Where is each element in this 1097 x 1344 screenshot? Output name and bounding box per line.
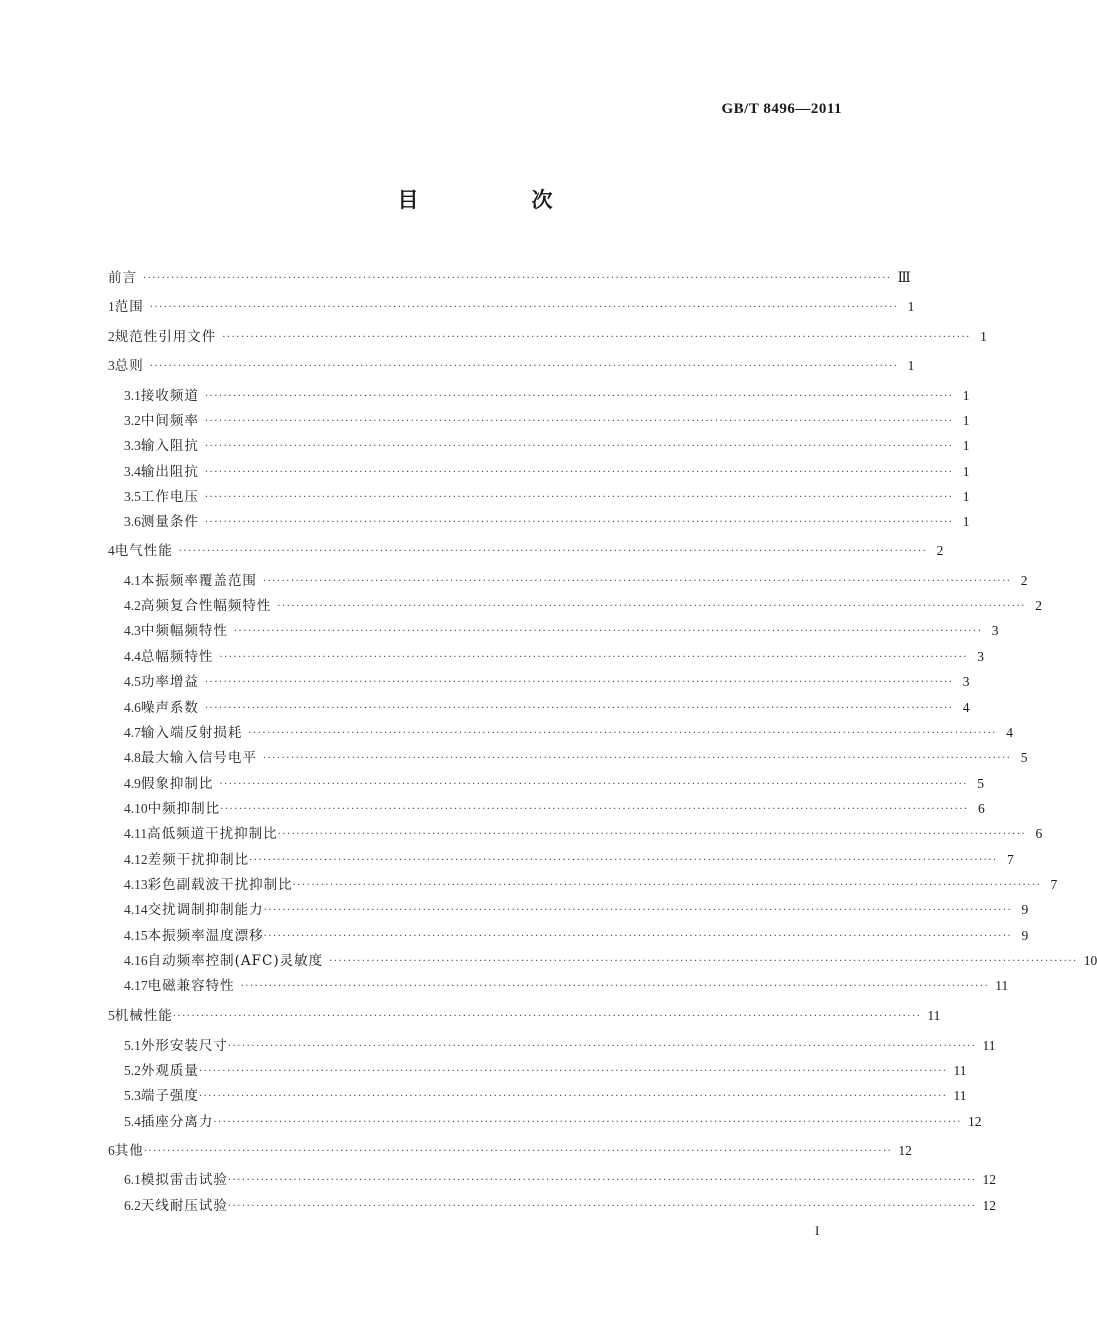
toc-entry-title: 模拟雷击试验 <box>140 1172 228 1188</box>
toc-entry-title: 外观质量 <box>140 1063 199 1079</box>
dot-leader: ································································································································································ <box>204 416 954 427</box>
dot-leader: ································································································································································ <box>198 1091 948 1102</box>
toc-entry-page: 1 <box>962 464 970 479</box>
toc-entry-page: 6 <box>977 801 985 816</box>
toc-entry[interactable] <box>124 1107 982 1131</box>
toc-entry-title: 中间频率 <box>140 413 199 429</box>
dot-leader: ································································································································································ <box>222 332 971 343</box>
toc-entry-number: 4.2 <box>124 598 141 613</box>
toc-entry-title: 差频干扰抑制比 <box>147 852 250 868</box>
toc-entry-page: 12 <box>982 1198 996 1213</box>
toc-entry[interactable] <box>124 946 1097 970</box>
toc-entry-title: 插座分离力 <box>140 1114 214 1130</box>
toc-entry[interactable] <box>124 921 1029 945</box>
toc-entry-page: 10 <box>1083 953 1097 968</box>
toc-entry[interactable] <box>124 431 970 455</box>
dot-leader: ································································································································································ <box>227 1201 977 1212</box>
toc-entry-number: 4.6 <box>124 700 141 715</box>
toc-entry-page: 11 <box>982 1038 996 1053</box>
toc-entry-number: 5.4 <box>124 1114 141 1129</box>
toc-entry-number: 3.4 <box>124 464 141 479</box>
toc-entry[interactable] <box>108 292 915 316</box>
toc-entry[interactable] <box>124 870 1058 894</box>
toc-entry-page: 4 <box>962 700 970 715</box>
toc-entry-page: 1 <box>907 299 915 314</box>
toc-entry[interactable] <box>124 1165 996 1189</box>
toc-entry-number: 5.1 <box>124 1038 141 1053</box>
toc-entry-page: 2 <box>1035 598 1042 613</box>
dot-leader: ································································································································································ <box>219 652 968 663</box>
toc-entry-number: 4.12 <box>124 852 148 867</box>
dot-leader: ································································································································································ <box>277 829 1027 840</box>
dot-leader: ································································································································································ <box>149 302 899 313</box>
page-title: 目 次 <box>397 188 599 212</box>
toc-entry[interactable] <box>124 1031 996 1055</box>
toc-entry-page: 9 <box>1021 902 1029 917</box>
toc-entry[interactable] <box>124 895 1029 919</box>
toc-entry-number: 1 <box>108 299 115 314</box>
toc-entry-number: 4.3 <box>124 623 141 638</box>
toc-entry[interactable] <box>124 381 970 405</box>
toc-entry-number: 3.5 <box>124 489 141 504</box>
toc-entry-page: 11 <box>953 1063 967 1078</box>
toc-entry-title: 输入端反射损耗 <box>140 725 243 741</box>
toc-entry[interactable] <box>124 1056 967 1080</box>
dot-leader: ································································································································································ <box>292 880 1042 891</box>
toc-entry[interactable] <box>124 819 1043 843</box>
toc-entry-page: 11 <box>995 978 1009 993</box>
dot-leader: ································································································································································ <box>178 546 928 557</box>
toc-entry-number: 5.2 <box>124 1063 141 1078</box>
footer-page-number: I <box>815 1223 820 1238</box>
dot-leader: ································································································································································ <box>149 361 899 372</box>
toc-entry-title: 天线耐压试验 <box>140 1198 228 1214</box>
toc-entry-page: 4 <box>1006 725 1013 740</box>
toc-entry-title: 总幅频特性 <box>140 649 214 665</box>
toc-entry-page: 1 <box>962 413 970 428</box>
toc-entry-page: 7 <box>1050 877 1058 892</box>
toc-entry-number: 4.17 <box>124 978 148 993</box>
toc-entry-page: 5 <box>977 776 984 791</box>
toc-entry[interactable] <box>124 482 970 506</box>
toc-entry-number: 2 <box>108 329 115 344</box>
toc-entry[interactable] <box>124 794 985 818</box>
toc-entry-title: 电磁兼容特性 <box>147 978 235 994</box>
toc-entry[interactable] <box>124 693 970 717</box>
toc-entry-page: 3 <box>991 623 999 638</box>
toc-entry-title: 总则 <box>114 358 144 374</box>
toc-entry-page: 1 <box>962 438 970 453</box>
toc-entry-number: 4.7 <box>124 725 141 740</box>
dot-leader: ································································································································································ <box>172 1011 922 1022</box>
toc-entry-title: 输出阻抗 <box>140 464 199 480</box>
toc-entry[interactable] <box>124 971 1009 995</box>
toc-entry[interactable] <box>108 1136 912 1160</box>
toc-entry-page: 1 <box>962 514 970 529</box>
toc-entry-page: 12 <box>982 1172 996 1187</box>
dot-leader: ································································································································································ <box>220 804 969 815</box>
dot-leader: ································································································································································ <box>204 391 954 402</box>
toc-entry-number: 3.2 <box>124 413 141 428</box>
toc-entry-title: 最大输入信号电平 <box>140 750 257 766</box>
toc-entry-title: 噪声系数 <box>140 700 199 716</box>
toc-entry-number: 4.5 <box>124 674 141 689</box>
toc-entry[interactable] <box>124 1191 996 1215</box>
toc-entry-number: 4.4 <box>124 649 141 664</box>
toc-entry-number: 4.15 <box>124 928 148 943</box>
dot-leader: ································································································································································ <box>143 1146 893 1157</box>
toc-entry-page: 2 <box>936 543 944 558</box>
toc-entry[interactable] <box>124 667 970 691</box>
dot-leader: ································································································································································ <box>227 1175 977 1186</box>
toc-entry-title: 机械性能 <box>114 1008 173 1024</box>
toc-entry-title: 假象抑制比 <box>140 776 214 792</box>
toc-entry-title: 工作电压 <box>140 489 199 505</box>
toc-entry-page: 7 <box>1006 852 1014 867</box>
toc-entry[interactable] <box>108 322 987 346</box>
toc-entry-title: 本振频率覆盖范围 <box>140 573 257 589</box>
dot-leader: ································································································································································ <box>204 703 954 714</box>
standard-code: GB/T 8496—2011 <box>721 101 842 117</box>
toc-entry[interactable] <box>108 1001 941 1025</box>
toc-entry[interactable] <box>124 566 1028 590</box>
toc-entry-page: 1 <box>962 388 970 403</box>
toc-entry-title: 中频抑制比 <box>147 801 221 817</box>
dot-leader: ································································································································································ <box>263 931 1013 942</box>
toc-entry-page: 1 <box>907 358 915 373</box>
dot-leader: ································································································································································ <box>227 1041 977 1052</box>
dot-leader: ································································································································································ <box>277 601 1026 612</box>
toc-entry[interactable] <box>124 591 1042 615</box>
dot-leader: ································································································································································ <box>204 441 954 452</box>
toc-entry-title: 接收频道 <box>140 388 199 404</box>
toc-entry[interactable] <box>124 1081 967 1105</box>
toc-entry-number: 6.1 <box>124 1172 141 1187</box>
toc-entry-page: 12 <box>898 1143 912 1158</box>
toc-entry-page: 3 <box>962 674 970 689</box>
toc-entry-title: 功率增益 <box>140 674 199 690</box>
dot-leader: ································································································································································ <box>213 1117 962 1128</box>
dot-leader: ································································································································································ <box>143 273 892 284</box>
toc-entry-title: 本振频率温度漂移 <box>147 928 264 944</box>
toc-entry[interactable] <box>124 642 984 666</box>
toc-entry-title: 彩色副载波干扰抑制比 <box>147 877 293 893</box>
toc-entry-number: 4.10 <box>124 801 148 816</box>
dot-leader: ································································································································································ <box>329 956 1078 967</box>
toc-entry-title: 范围 <box>114 299 144 315</box>
toc-entry-number: 4.9 <box>124 776 141 791</box>
toc-entry-number: 3.6 <box>124 514 141 529</box>
toc-entry-page: 12 <box>967 1114 982 1129</box>
toc-entry-number: 4 <box>108 543 115 558</box>
toc-entry-title: 外形安装尺寸 <box>140 1038 228 1054</box>
dot-leader: ································································································································································ <box>204 517 954 528</box>
dot-leader: ································································································································································ <box>262 753 1012 764</box>
toc-entry-page: 6 <box>1035 826 1043 841</box>
toc-entry[interactable] <box>124 406 970 430</box>
toc-entry-number: 4.11 <box>124 826 148 841</box>
dot-leader: ································································································································································ <box>240 981 990 992</box>
dot-leader: ································································································································································ <box>198 1066 948 1077</box>
toc-entry-title: 规范性引用文件 <box>114 329 217 345</box>
toc-entry[interactable] <box>124 743 1028 767</box>
toc-entry-page: 1 <box>980 329 987 344</box>
toc-entry-title: 输入阻抗 <box>140 438 199 454</box>
dot-leader: ································································································································································ <box>204 492 954 503</box>
dot-leader: ································································································································································ <box>204 677 954 688</box>
dot-leader: ································································································································································ <box>233 626 983 637</box>
toc-entry-title: 高频复合性幅频特性 <box>140 598 272 614</box>
toc-entry-title: 中频幅频特性 <box>140 623 228 639</box>
toc-entry-number: 5 <box>108 1008 115 1023</box>
dot-leader: ································································································································································ <box>204 467 954 478</box>
toc-entry-number: 6 <box>108 1143 115 1158</box>
toc-entry[interactable] <box>124 457 970 481</box>
toc-entry-number: 4.1 <box>124 573 141 588</box>
toc-entry[interactable] <box>124 616 999 640</box>
toc-entry-page: 1 <box>962 489 970 504</box>
toc-entry[interactable] <box>108 536 944 560</box>
toc-entry-page: 2 <box>1020 573 1028 588</box>
toc-entry-number: 6.2 <box>124 1198 141 1213</box>
toc-entry[interactable] <box>124 507 970 531</box>
toc-entry-page: 11 <box>927 1008 941 1023</box>
toc-entry-number: 4.14 <box>124 902 148 917</box>
toc-entry-title: 其他 <box>114 1143 144 1159</box>
toc-entry[interactable] <box>108 351 915 375</box>
toc-entry-title: 电气性能 <box>114 543 173 559</box>
toc-entry-title: 前言 <box>108 270 137 286</box>
toc-entry-title: 测量条件 <box>140 514 199 530</box>
toc-entry[interactable] <box>108 263 911 287</box>
toc-entry[interactable] <box>124 718 1013 742</box>
toc-entry-page: 5 <box>1020 750 1028 765</box>
dot-leader: ································································································································································ <box>262 576 1012 587</box>
toc-entry[interactable] <box>124 769 984 793</box>
toc-entry-page: 9 <box>1021 928 1029 943</box>
toc-entry-page: 3 <box>977 649 984 664</box>
toc-entry-number: 3.1 <box>124 388 141 403</box>
toc-entry-title: 交扰调制抑制能力 <box>147 902 264 918</box>
toc-entry-title: 端子强度 <box>140 1088 199 1104</box>
toc-entry-number: 4.13 <box>124 877 148 892</box>
dot-leader: ································································································································································ <box>248 728 997 739</box>
toc-entry-page: 11 <box>953 1088 967 1103</box>
dot-leader: ································································································································································ <box>219 779 968 790</box>
toc-entry-title: 自动频率控制(AFC)灵敏度 <box>147 953 324 969</box>
dot-leader: ································································································································································ <box>249 855 998 866</box>
toc-entry-number: 4.16 <box>124 953 148 968</box>
toc-entry-title: 高低频道干扰抑制比 <box>147 826 278 842</box>
toc-entry-page: Ⅲ <box>897 270 911 285</box>
toc-entry-number: 4.8 <box>124 750 141 765</box>
toc-entry[interactable] <box>124 845 1014 869</box>
toc-entry-number: 3 <box>108 358 115 373</box>
toc-entry-number: 3.3 <box>124 438 141 453</box>
toc-entry-number: 5.3 <box>124 1088 141 1103</box>
dot-leader: ································································································································································ <box>263 905 1013 916</box>
